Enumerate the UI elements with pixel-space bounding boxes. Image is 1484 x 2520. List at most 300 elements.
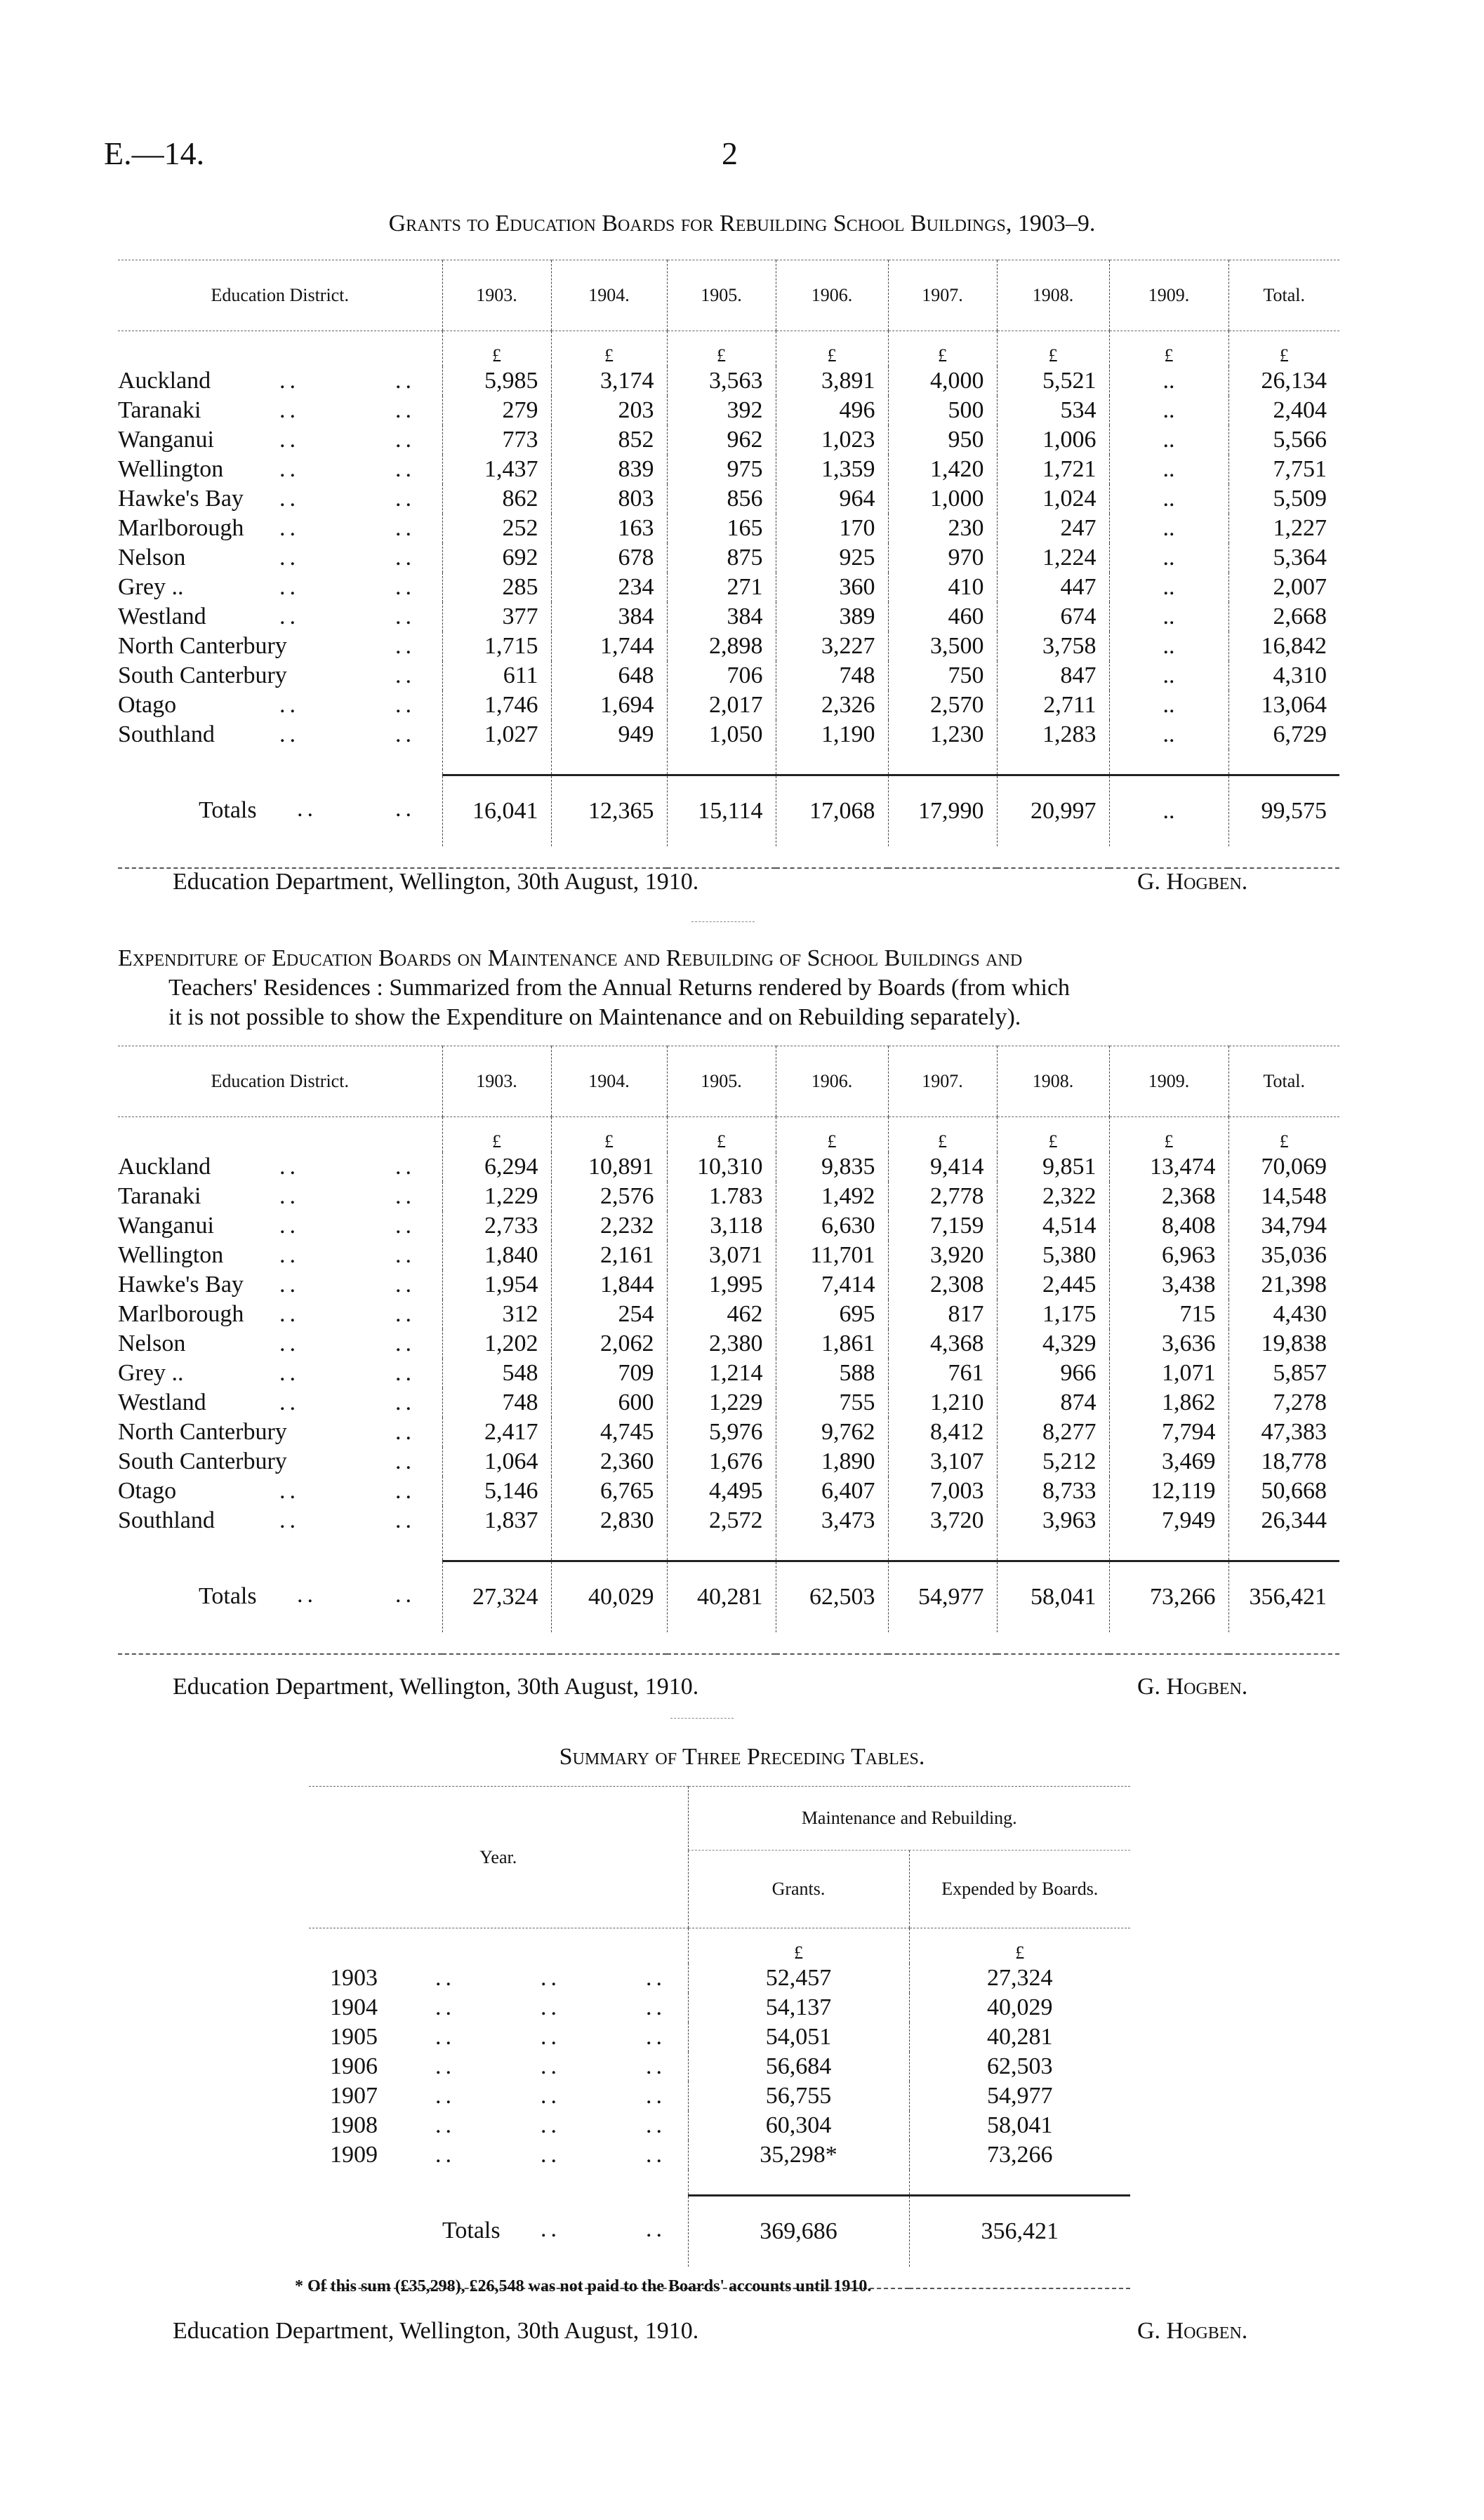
value-cell: .. <box>1109 691 1228 720</box>
district-name: Wellington <box>118 456 224 482</box>
value-cell: 4,000 <box>888 366 997 396</box>
leader-dots: .. <box>395 486 416 512</box>
expended-value: 58,041 <box>909 2111 1130 2140</box>
value-cell: 12,119 <box>1109 1476 1228 1506</box>
value-cell: 925 <box>776 543 888 573</box>
district-name: Grey .. <box>118 1360 184 1386</box>
spacer-cell <box>909 2267 1130 2288</box>
summary-title: Summary of Three Preceding Tables. <box>559 1744 925 1770</box>
section-divider <box>691 921 755 922</box>
spacer-cell <box>1109 749 1228 775</box>
leader-dots: .. <box>541 2083 561 2109</box>
district-name: Auckland <box>118 1154 211 1180</box>
expended-value: 54,977 <box>909 2081 1130 2111</box>
district-cell <box>118 1476 442 1506</box>
spacer-cell <box>551 749 667 775</box>
leader-dots: .. <box>279 1242 300 1268</box>
value-cell: 234 <box>551 573 667 602</box>
value-cell: 970 <box>888 543 997 573</box>
value-cell: 648 <box>551 661 667 691</box>
district-cell <box>118 1447 442 1476</box>
year-label: 1905 <box>330 2024 378 2050</box>
value-cell: 1,175 <box>997 1300 1109 1329</box>
value-cell: .. <box>1109 602 1228 632</box>
value-cell: .. <box>1109 543 1228 573</box>
value-cell: 7,414 <box>776 1270 888 1300</box>
total-value-cell: 99,575 <box>1228 775 1339 846</box>
value-cell: 279 <box>442 396 551 425</box>
year-label: 1907 <box>330 2083 378 2109</box>
table-row <box>118 1211 1339 1241</box>
value-cell: 4,310 <box>1228 661 1339 691</box>
district-name: Otago <box>118 692 177 718</box>
spacer-cell <box>551 1535 667 1561</box>
value-cell: 1,954 <box>442 1270 551 1300</box>
column-header: 1908. <box>997 260 1109 331</box>
table-row <box>118 484 1339 514</box>
value-cell: 1,995 <box>667 1270 776 1300</box>
value-cell: 949 <box>551 720 667 749</box>
leader-dots: .. <box>395 1242 416 1268</box>
value-cell: 748 <box>776 661 888 691</box>
table-end-rule <box>118 1632 1339 1654</box>
leader-dots: .. <box>541 1965 561 1991</box>
value-cell: 588 <box>776 1359 888 1388</box>
value-cell: 3,227 <box>776 632 888 661</box>
value-cell: 709 <box>551 1359 667 1388</box>
district-name: South Canterbury <box>118 662 287 688</box>
totals-label-cell <box>118 775 442 846</box>
value-cell: 6,630 <box>776 1211 888 1241</box>
spacer-row <box>118 749 1339 775</box>
value-cell: 1,023 <box>776 425 888 455</box>
table2-title-line1: Expenditure of Education Boards on Maintenance and Rebuilding of School Buildings and <box>118 945 1023 971</box>
leader-dots: .. <box>279 1389 300 1415</box>
value-cell: 1,744 <box>551 632 667 661</box>
value-cell: 1,224 <box>997 543 1109 573</box>
district-name: Nelson <box>118 1331 186 1356</box>
leader-dots: .. <box>541 2112 561 2138</box>
value-cell: 692 <box>442 543 551 573</box>
column-header: Total. <box>1228 260 1339 331</box>
leader-dots: .. <box>541 2216 561 2242</box>
value-cell: 2,326 <box>776 691 888 720</box>
year-cell <box>309 1993 688 2022</box>
total-value-cell: 27,324 <box>442 1561 551 1632</box>
leader-dots: .. <box>395 1213 416 1239</box>
value-cell: 2,017 <box>667 691 776 720</box>
currency-unit: £ <box>888 331 997 367</box>
table-row <box>118 632 1339 661</box>
table-row <box>309 1964 1130 1993</box>
value-cell: 377 <box>442 602 551 632</box>
district-cell <box>118 366 442 396</box>
value-cell: 9,851 <box>997 1152 1109 1182</box>
table2-footer-department: Education Department, Wellington, 30th August, 1910. <box>173 1674 699 1700</box>
value-cell: 852 <box>551 425 667 455</box>
value-cell: 1,746 <box>442 691 551 720</box>
value-cell: 1,721 <box>997 455 1109 484</box>
district-name: Taranaki <box>118 397 201 423</box>
leader-dots: .. <box>279 1183 300 1209</box>
value-cell: 2,232 <box>551 1211 667 1241</box>
district-cell <box>118 543 442 573</box>
value-cell: 50,668 <box>1228 1476 1339 1506</box>
value-cell: 3,720 <box>888 1506 997 1535</box>
table-row <box>118 1388 1339 1418</box>
spacer-cell <box>776 749 888 775</box>
value-cell: 2,417 <box>442 1418 551 1447</box>
table-header-row <box>118 1046 1339 1117</box>
leader-dots: .. <box>435 2024 456 2050</box>
currency-unit: £ <box>442 1117 551 1153</box>
value-cell: 1,227 <box>1228 514 1339 543</box>
year-label: 1904 <box>330 1994 378 2020</box>
spacer-cell <box>667 1535 776 1561</box>
column-header: 1905. <box>667 1046 776 1117</box>
value-cell: 410 <box>888 573 997 602</box>
value-cell: .. <box>1109 632 1228 661</box>
year-label: 1906 <box>330 2053 378 2079</box>
currency-unit: £ <box>1228 1117 1339 1153</box>
totals-row <box>309 2195 1130 2267</box>
total-value-cell: 16,041 <box>442 775 551 846</box>
grants-value: 56,684 <box>688 2052 909 2081</box>
value-cell: 7,003 <box>888 1476 997 1506</box>
grants-header: Grants. <box>688 1851 909 1928</box>
value-cell: 5,212 <box>997 1447 1109 1476</box>
expended-value: 40,281 <box>909 2022 1130 2052</box>
value-cell: 4,514 <box>997 1211 1109 1241</box>
value-cell: 695 <box>776 1300 888 1329</box>
district-name: Grey .. <box>118 574 184 600</box>
value-cell: 875 <box>667 543 776 573</box>
value-cell: .. <box>1109 573 1228 602</box>
value-cell: .. <box>1109 425 1228 455</box>
district-name: Westland <box>118 1389 206 1415</box>
table-row <box>309 2140 1130 2170</box>
value-cell: 11,701 <box>776 1241 888 1270</box>
table-row <box>118 1506 1339 1535</box>
spacer-cell <box>118 331 442 367</box>
table-row <box>118 1270 1339 1300</box>
column-header: 1904. <box>551 1046 667 1117</box>
unit-row <box>309 1928 1130 1964</box>
value-cell: 254 <box>551 1300 667 1329</box>
value-cell: 7,794 <box>1109 1418 1228 1447</box>
value-cell: 3,438 <box>1109 1270 1228 1300</box>
totals-row <box>118 775 1339 846</box>
table-row <box>309 2081 1130 2111</box>
leader-dots: .. <box>646 2053 666 2079</box>
spacer-cell <box>888 846 997 868</box>
grants-value: 56,755 <box>688 2081 909 2111</box>
leader-dots: .. <box>279 427 300 453</box>
leader-dots: .. <box>435 2142 456 2168</box>
table-row <box>309 2052 1130 2081</box>
leader-dots: .. <box>646 2083 666 2109</box>
value-cell: 2,898 <box>667 632 776 661</box>
leader-dots: .. <box>279 721 300 747</box>
district-name: Otago <box>118 1478 177 1504</box>
value-cell: 964 <box>776 484 888 514</box>
value-cell: 5,380 <box>997 1241 1109 1270</box>
value-cell: 1,359 <box>776 455 888 484</box>
leader-dots: .. <box>279 515 300 541</box>
currency-unit: £ <box>551 331 667 367</box>
year-cell <box>309 2081 688 2111</box>
value-cell: 5,364 <box>1228 543 1339 573</box>
spacer-cell <box>888 1535 997 1561</box>
footnote: * Of this sum (£35,298), £26,548 was not paid to the Boards' accounts until 1910. <box>295 2277 872 2295</box>
spacer-cell <box>551 1632 667 1654</box>
value-cell: 392 <box>667 396 776 425</box>
value-cell: 7,949 <box>1109 1506 1228 1535</box>
value-cell: 2,161 <box>551 1241 667 1270</box>
value-cell: 750 <box>888 661 997 691</box>
currency-unit: £ <box>688 1928 909 1964</box>
spacer-cell <box>997 1535 1109 1561</box>
leader-dots: .. <box>395 1154 416 1180</box>
leader-dots: .. <box>395 1331 416 1356</box>
leader-dots: .. <box>395 1478 416 1504</box>
value-cell: 5,857 <box>1228 1359 1339 1388</box>
spacer-cell <box>118 1117 442 1153</box>
leader-dots: .. <box>646 2216 666 2242</box>
value-cell: 5,985 <box>442 366 551 396</box>
table-row <box>118 1300 1339 1329</box>
value-cell: 1,071 <box>1109 1359 1228 1388</box>
leader-dots: .. <box>297 796 317 822</box>
spacer-cell <box>667 749 776 775</box>
table-row <box>118 1359 1339 1388</box>
total-value-cell: .. <box>1109 775 1228 846</box>
value-cell: 1,000 <box>888 484 997 514</box>
spacer-cell <box>776 1632 888 1654</box>
value-cell: 47,383 <box>1228 1418 1339 1447</box>
total-expended: 356,421 <box>909 2195 1130 2267</box>
grants-value: 60,304 <box>688 2111 909 2140</box>
leader-dots: .. <box>395 574 416 600</box>
leader-dots: .. <box>279 1213 300 1239</box>
grants-value: 54,051 <box>688 2022 909 2052</box>
value-cell: 26,344 <box>1228 1506 1339 1535</box>
value-cell: 4,368 <box>888 1329 997 1359</box>
value-cell: 462 <box>667 1300 776 1329</box>
value-cell: 1,229 <box>667 1388 776 1418</box>
year-header: Year. <box>309 1787 688 1928</box>
leader-dots: .. <box>435 2083 456 2109</box>
leader-dots: .. <box>395 1301 416 1327</box>
value-cell: 975 <box>667 455 776 484</box>
value-cell: 247 <box>997 514 1109 543</box>
value-cell: 13,474 <box>1109 1152 1228 1182</box>
spacer-cell <box>997 846 1109 868</box>
spacer-cell <box>118 846 442 868</box>
leader-dots: .. <box>395 604 416 629</box>
value-cell: 19,838 <box>1228 1329 1339 1359</box>
value-cell: .. <box>1109 396 1228 425</box>
expended-value: 73,266 <box>909 2140 1130 2170</box>
value-cell: 706 <box>667 661 776 691</box>
grants-table <box>118 260 1339 869</box>
value-cell: 2,322 <box>997 1182 1109 1211</box>
district-cell <box>118 720 442 749</box>
spacer-cell <box>997 749 1109 775</box>
district-name: Southland <box>118 721 215 747</box>
expenditure-table <box>118 1046 1339 1655</box>
value-cell: 165 <box>667 514 776 543</box>
value-cell: 534 <box>997 396 1109 425</box>
district-cell <box>118 1359 442 1388</box>
value-cell: 3,758 <box>997 632 1109 661</box>
leader-dots: .. <box>279 1360 300 1386</box>
value-cell: 1,210 <box>888 1388 997 1418</box>
value-cell: 1,064 <box>442 1447 551 1476</box>
leader-dots: .. <box>395 515 416 541</box>
value-cell: 6,294 <box>442 1152 551 1182</box>
totals-label: Totals <box>199 796 257 823</box>
value-cell: 8,408 <box>1109 1211 1228 1241</box>
column-header: 1907. <box>888 260 997 331</box>
district-cell <box>118 484 442 514</box>
value-cell: 1,837 <box>442 1506 551 1535</box>
value-cell: 1,861 <box>776 1329 888 1359</box>
grants-value: 52,457 <box>688 1964 909 1993</box>
column-header: 1909. <box>1109 260 1228 331</box>
year-label: 1903 <box>330 1965 378 1991</box>
value-cell: 9,414 <box>888 1152 997 1182</box>
value-cell: 2,404 <box>1228 396 1339 425</box>
value-cell: 500 <box>888 396 997 425</box>
total-value-cell: 17,068 <box>776 775 888 846</box>
leader-dots: .. <box>646 1994 666 2020</box>
leader-dots: .. <box>395 1419 416 1445</box>
value-cell: 163 <box>551 514 667 543</box>
value-cell: 3,963 <box>997 1506 1109 1535</box>
total-value-cell: 73,266 <box>1109 1561 1228 1632</box>
table-row <box>118 661 1339 691</box>
district-cell <box>118 661 442 691</box>
value-cell: 1,190 <box>776 720 888 749</box>
currency-unit: £ <box>1109 331 1228 367</box>
leader-dots: .. <box>435 2053 456 2079</box>
value-cell: 1,862 <box>1109 1388 1228 1418</box>
total-value-cell: 12,365 <box>551 775 667 846</box>
spacer-cell <box>667 846 776 868</box>
value-cell: 170 <box>776 514 888 543</box>
value-cell: 18,778 <box>1228 1447 1339 1476</box>
value-cell: 285 <box>442 573 551 602</box>
value-cell: 600 <box>551 1388 667 1418</box>
value-cell: 21,398 <box>1228 1270 1339 1300</box>
value-cell: .. <box>1109 484 1228 514</box>
value-cell: 1,840 <box>442 1241 551 1270</box>
value-cell: 748 <box>442 1388 551 1418</box>
leader-dots: .. <box>541 2053 561 2079</box>
value-cell: 962 <box>667 425 776 455</box>
value-cell: 5,566 <box>1228 425 1339 455</box>
leader-dots: .. <box>395 662 416 688</box>
leader-dots: .. <box>279 397 300 423</box>
spacer-cell <box>1109 1535 1228 1561</box>
value-cell: 1,050 <box>667 720 776 749</box>
total-grants: 369,686 <box>688 2195 909 2267</box>
value-cell: 847 <box>997 661 1109 691</box>
value-cell: 1,024 <box>997 484 1109 514</box>
total-value-cell: 40,281 <box>667 1561 776 1632</box>
spacer-cell <box>442 749 551 775</box>
district-cell <box>118 1211 442 1241</box>
district-cell <box>118 455 442 484</box>
table-row <box>118 602 1339 632</box>
value-cell: 1,715 <box>442 632 551 661</box>
value-cell: 312 <box>442 1300 551 1329</box>
value-cell: 384 <box>551 602 667 632</box>
leader-dots: .. <box>279 692 300 718</box>
value-cell: 678 <box>551 543 667 573</box>
year-label: 1909 <box>330 2142 378 2168</box>
district-name: Wanganui <box>118 427 214 453</box>
value-cell: 1,202 <box>442 1329 551 1359</box>
leader-dots: .. <box>395 796 416 822</box>
leader-dots: .. <box>395 456 416 482</box>
district-name: North Canterbury <box>118 1419 287 1445</box>
value-cell: 14,548 <box>1228 1182 1339 1211</box>
value-cell: 6,765 <box>551 1476 667 1506</box>
column-header: Total. <box>1228 1046 1339 1117</box>
value-cell: 2,572 <box>667 1506 776 1535</box>
expended-value: 62,503 <box>909 2052 1130 2081</box>
currency-unit: £ <box>997 1117 1109 1153</box>
summary-footer-department: Education Department, Wellington, 30th August, 1910. <box>173 2318 699 2344</box>
table-row <box>118 366 1339 396</box>
table-row <box>118 1182 1339 1211</box>
value-cell: 1,027 <box>442 720 551 749</box>
totals-row <box>118 1561 1339 1632</box>
year-cell <box>309 2111 688 2140</box>
column-header: 1909. <box>1109 1046 1228 1117</box>
value-cell: 3,473 <box>776 1506 888 1535</box>
leader-dots: .. <box>279 1272 300 1298</box>
leader-dots: .. <box>279 545 300 571</box>
leader-dots: .. <box>395 368 416 394</box>
column-header: 1903. <box>442 1046 551 1117</box>
value-cell: 6,963 <box>1109 1241 1228 1270</box>
value-cell: 2,062 <box>551 1329 667 1359</box>
value-cell: 13,064 <box>1228 691 1339 720</box>
district-name: North Canterbury <box>118 633 287 659</box>
leader-dots: .. <box>395 1183 416 1209</box>
leader-dots: .. <box>435 1994 456 2020</box>
value-cell: 862 <box>442 484 551 514</box>
district-cell <box>118 1388 442 1418</box>
district-cell <box>118 573 442 602</box>
column-header: 1903. <box>442 260 551 331</box>
total-value-cell: 15,114 <box>667 775 776 846</box>
district-cell <box>118 1241 442 1270</box>
district-name: Wellington <box>118 1242 224 1268</box>
value-cell: 34,794 <box>1228 1211 1339 1241</box>
leader-dots: .. <box>435 2112 456 2138</box>
spacer-cell <box>776 1535 888 1561</box>
value-cell: 3,107 <box>888 1447 997 1476</box>
value-cell: 360 <box>776 573 888 602</box>
year-cell <box>309 2022 688 2052</box>
leader-dots: .. <box>646 2024 666 2050</box>
spacer-cell <box>118 749 442 775</box>
value-cell: 271 <box>667 573 776 602</box>
